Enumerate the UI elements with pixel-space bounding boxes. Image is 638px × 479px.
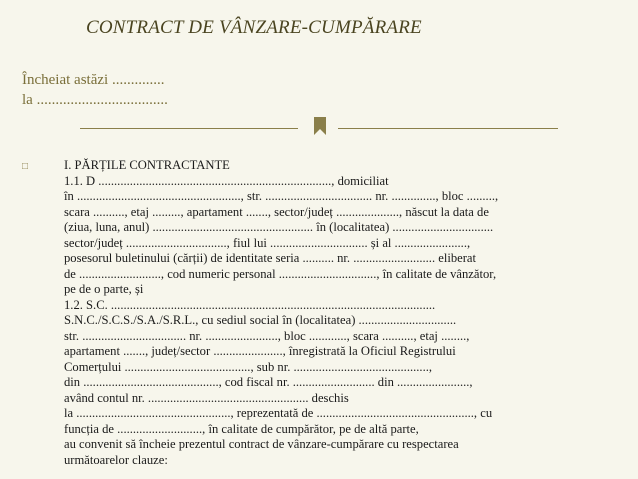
divider-line-right	[338, 128, 558, 129]
contract-text-line: Comerțului ........................................, sub nr. ...........................................,	[64, 359, 433, 374]
contract-text-line: de .........................., cod numeric personal ..............................., în calitate de vânzător,	[64, 266, 497, 281]
contract-text-line: scara .........., etaj ........., apartament ......., sector/județ ...................., născut la data de	[64, 204, 489, 219]
bookmark-icon	[309, 115, 331, 137]
intro-date-line: Încheiat astăzi ..............	[22, 72, 165, 88]
document-title: CONTRACT DE VÂNZARE-CUMPĂRARE	[86, 17, 422, 38]
contract-text-line: posesorul buletinului (cărții) de identitate seria .......... nr. .......................... eliberat	[64, 251, 476, 265]
contract-text-line: 1.1. D .........................................................................., domiciliat	[64, 173, 389, 188]
section-divider	[80, 115, 558, 137]
contract-text-line: sector/județ ................................, fiul lui ............................... și al .......................,	[64, 235, 471, 250]
contract-text-line: funcția de ..........................., în calitate de cumpărător, pe de altă parte,	[64, 421, 419, 436]
contract-text-line: pe de o parte, și	[64, 282, 144, 296]
divider-line-left	[80, 128, 298, 129]
contract-text-line: str. ................................. nr. ......................., bloc ............, scara .........., etaj ........,	[64, 328, 470, 343]
contract-text-line: următoarelor clauze:	[64, 452, 168, 467]
contract-text-line: (ziua, luna, anul) ................................................... în (localitatea) ................................	[64, 220, 494, 234]
contract-text-line: 1.2. S.C. .......................................................................................................	[64, 297, 436, 312]
contract-text-line: la ................................................., reprezentată de .................................................., cu	[64, 406, 493, 420]
contract-text-line: având contul nr. ................................................... deschis	[64, 390, 349, 405]
contract-text-line: au convenit să încheie prezentul contract de vânzare-cumpărare cu respectarea	[64, 437, 459, 451]
contract-body	[64, 158, 624, 468]
section-heading: I. PĂRȚILE CONTRACTANTE	[64, 158, 230, 172]
contract-text-line: apartament ......., județ/sector ......................, înregistrată la Oficiul Registrului	[64, 344, 456, 358]
bullet-icon: □	[22, 161, 29, 172]
intro-block	[22, 70, 168, 110]
contract-text-line: S.N.C./S.C.S./S.A./S.R.L., cu sediul social în (localitatea) ...............................	[64, 313, 457, 327]
contract-text-line: din ..........................................., cod fiscal nr. .......................... din .......................,	[64, 375, 473, 389]
intro-place-line: la ...................................	[22, 92, 168, 108]
contract-text-line: în ...................................................., str. .................................. nr. .............., bloc .........,	[64, 189, 499, 203]
